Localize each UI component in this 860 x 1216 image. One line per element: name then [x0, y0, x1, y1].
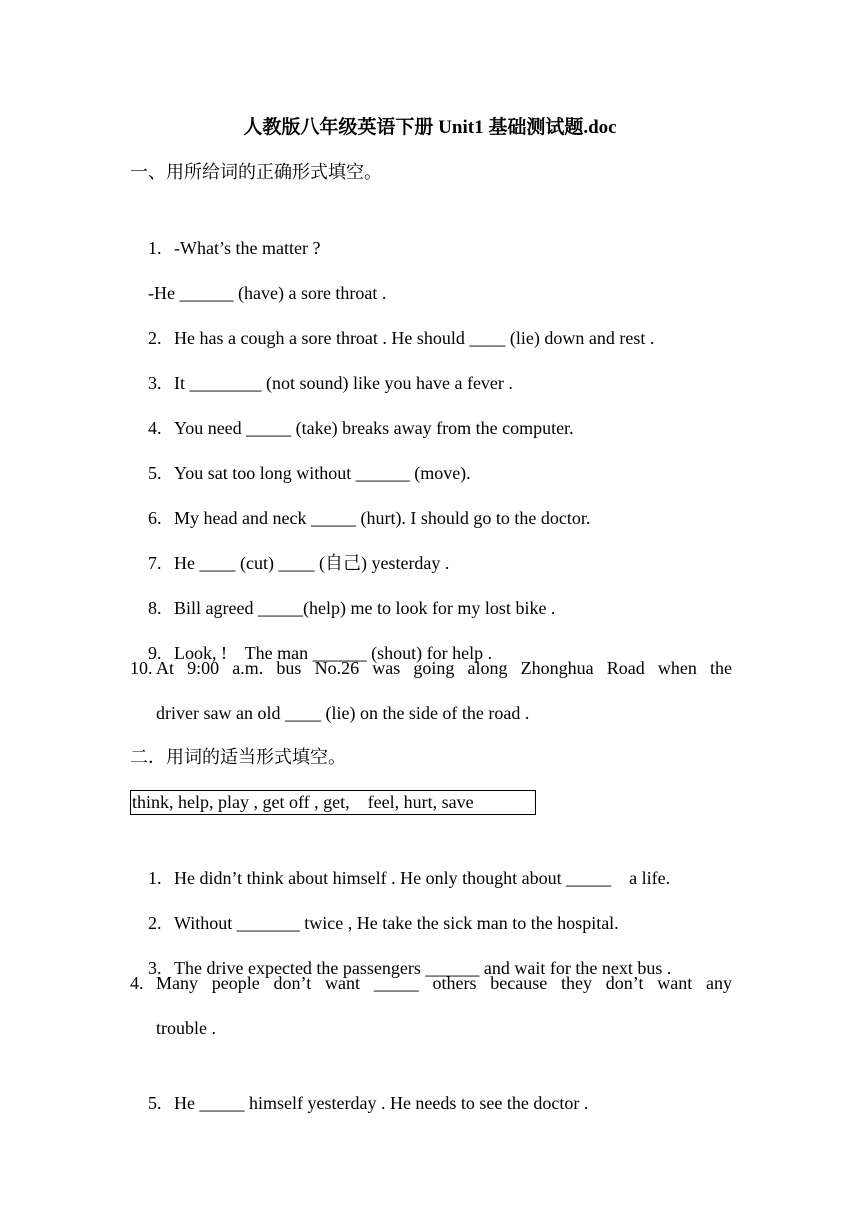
question-number: 10.: [130, 658, 153, 678]
section2-heading: 二．用词的适当形式填空。: [130, 747, 346, 768]
question-text: At 9:00 a.m. bus No.26 was going along Zhonghua Road when the: [156, 658, 732, 678]
question-text-continued: driver saw an old ____ (lie) on the side of the road .: [156, 703, 530, 723]
question-text-continued: trouble .: [156, 1018, 216, 1038]
question-text: My head and neck _____ (hurt). I should go to the doctor.: [174, 508, 591, 528]
document-title: 人教版八年级英语下册 Unit1 基础测试题.doc: [243, 117, 617, 138]
question-text: The drive expected the passengers ______ and wait for the next bus .: [174, 958, 672, 978]
question-number: 4.: [148, 418, 162, 438]
question-number: 5.: [148, 463, 162, 483]
question-text: He didn’t think about himself . He only thought about _____ a life.: [174, 868, 671, 888]
question-text: He _____ himself yesterday . He needs to see the doctor .: [174, 1093, 589, 1113]
question-text: You need _____ (take) breaks away from the computer.: [174, 418, 574, 438]
question-text: Look, ! The man ______ (shout) for help .: [174, 643, 493, 663]
question-number: 3.: [148, 958, 162, 978]
section1-heading: 一、用所给词的正确形式填空。: [130, 162, 382, 183]
question-number: 2.: [148, 328, 162, 348]
question-text: It ________ (not sound) like you have a fever .: [174, 373, 513, 393]
question-number: 7.: [148, 553, 162, 573]
question-text: -He ______ (have) a sore throat .: [148, 283, 387, 303]
question-text: Without _______ twice , He take the sick man to the hospital.: [174, 913, 619, 933]
question-number: 1.: [148, 868, 162, 888]
question-number: 2.: [148, 913, 162, 933]
question-text: -What’s the matter ?: [174, 238, 321, 258]
question-text: Many people don’t want _____ others because they don’t want any: [156, 973, 732, 993]
question-text: You sat too long without ______ (move).: [174, 463, 471, 483]
question-item: [130, 1058, 588, 1148]
question-text: He ____ (cut) ____ (自己) yesterday .: [174, 553, 450, 573]
question-number: 6.: [148, 508, 162, 528]
question-number: 5.: [148, 1093, 162, 1113]
question-number: 8.: [148, 598, 162, 618]
question-number: 4.: [130, 973, 144, 993]
question-text: He has a cough a sore throat . He should ____ (lie) down and rest .: [174, 328, 655, 348]
question-text: Bill agreed _____(help) me to look for my lost bike .: [174, 598, 556, 618]
question-number: 3.: [148, 373, 162, 393]
question-number: 9.: [148, 643, 162, 663]
word-bank-box: think, help, play , get off , get, feel, hurt, save: [130, 790, 536, 815]
question-number: 1.: [148, 238, 162, 258]
